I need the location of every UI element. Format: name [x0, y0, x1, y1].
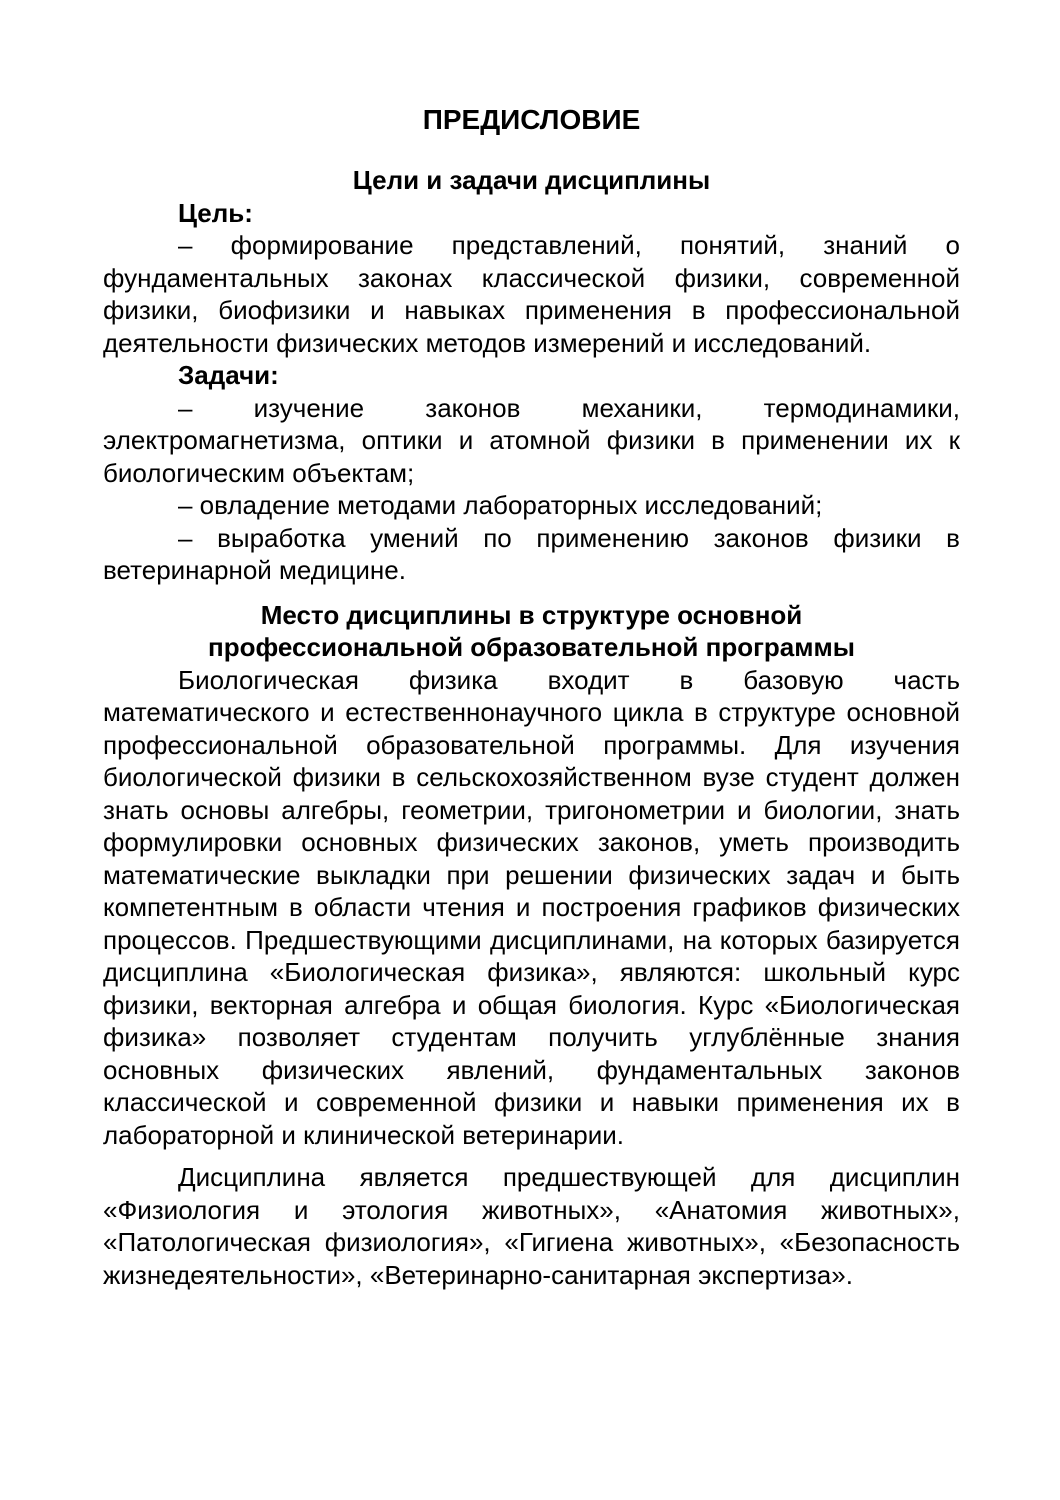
section-heading-place-line-1: Место дисциплины в структуре основной [260, 599, 803, 630]
body-paragraph: Биологическая физика входит в базовую часть математического и естественнонаучного цикла в структуре основной профессиональной образовательной программы. Для изучения биологической физики в сельскохозяйственном вузе студент должен знать основы алгебры, геометрии, тригонометрии и биологии, знать формулировки основных физических законов, уметь производить математические выкладки при решении физических задач и быть компетентным в области чтения и построения графиков физических процессов. Предшествующими дисциплинами, на которых базируется дисциплина «Биологическая физика», являются: школьный курс физики, векторная алгебра и общая биология. Курс «Биологическая физика» позволяет студентам получить углублённые знания основных физических явлений, фундаментальных законов классической и современной физики и навыки применения их в лабораторной и клинической ветеринарии. [103, 664, 960, 1150]
goal-text: – формирование представлений, понятий, знаний о фундаментальных законах классической физики, современной физики, биофизики и навыках применения в профессиональной деятельности физических методов измерений и исследований. [103, 230, 960, 358]
body-paragraph: Дисциплина является предшествующей для дисциплин «Физиология и этология животных», «Анатомия животных», «Патологическая физиология», «Гигиена животных», «Безопасность жизнедеятельности», «Ветеринарно-санитарная экспертиза». [103, 1162, 960, 1290]
task-item: – овладение методами лабораторных исследований; [178, 490, 823, 520]
spacer [103, 1151, 960, 1161]
tasks-label: Задачи: [178, 360, 279, 390]
spacer [103, 587, 960, 599]
goal-label: Цель: [178, 197, 253, 228]
section-heading-place-line-2: профессиональной образовательной программы [208, 632, 855, 662]
section-heading-goals: Цели и задачи дисциплины [352, 165, 711, 195]
task-item: – выработка умений по применению законов физики в ветеринарной медицине. [103, 522, 960, 585]
page-title: ПРЕДИСЛОВИЕ [422, 104, 641, 135]
task-item: – изучение законов механики, термодинамики, электромагнетизма, оптики и атомной физики в применении их к биологическим объектам; [103, 392, 960, 488]
page-content [103, 102, 960, 1291]
